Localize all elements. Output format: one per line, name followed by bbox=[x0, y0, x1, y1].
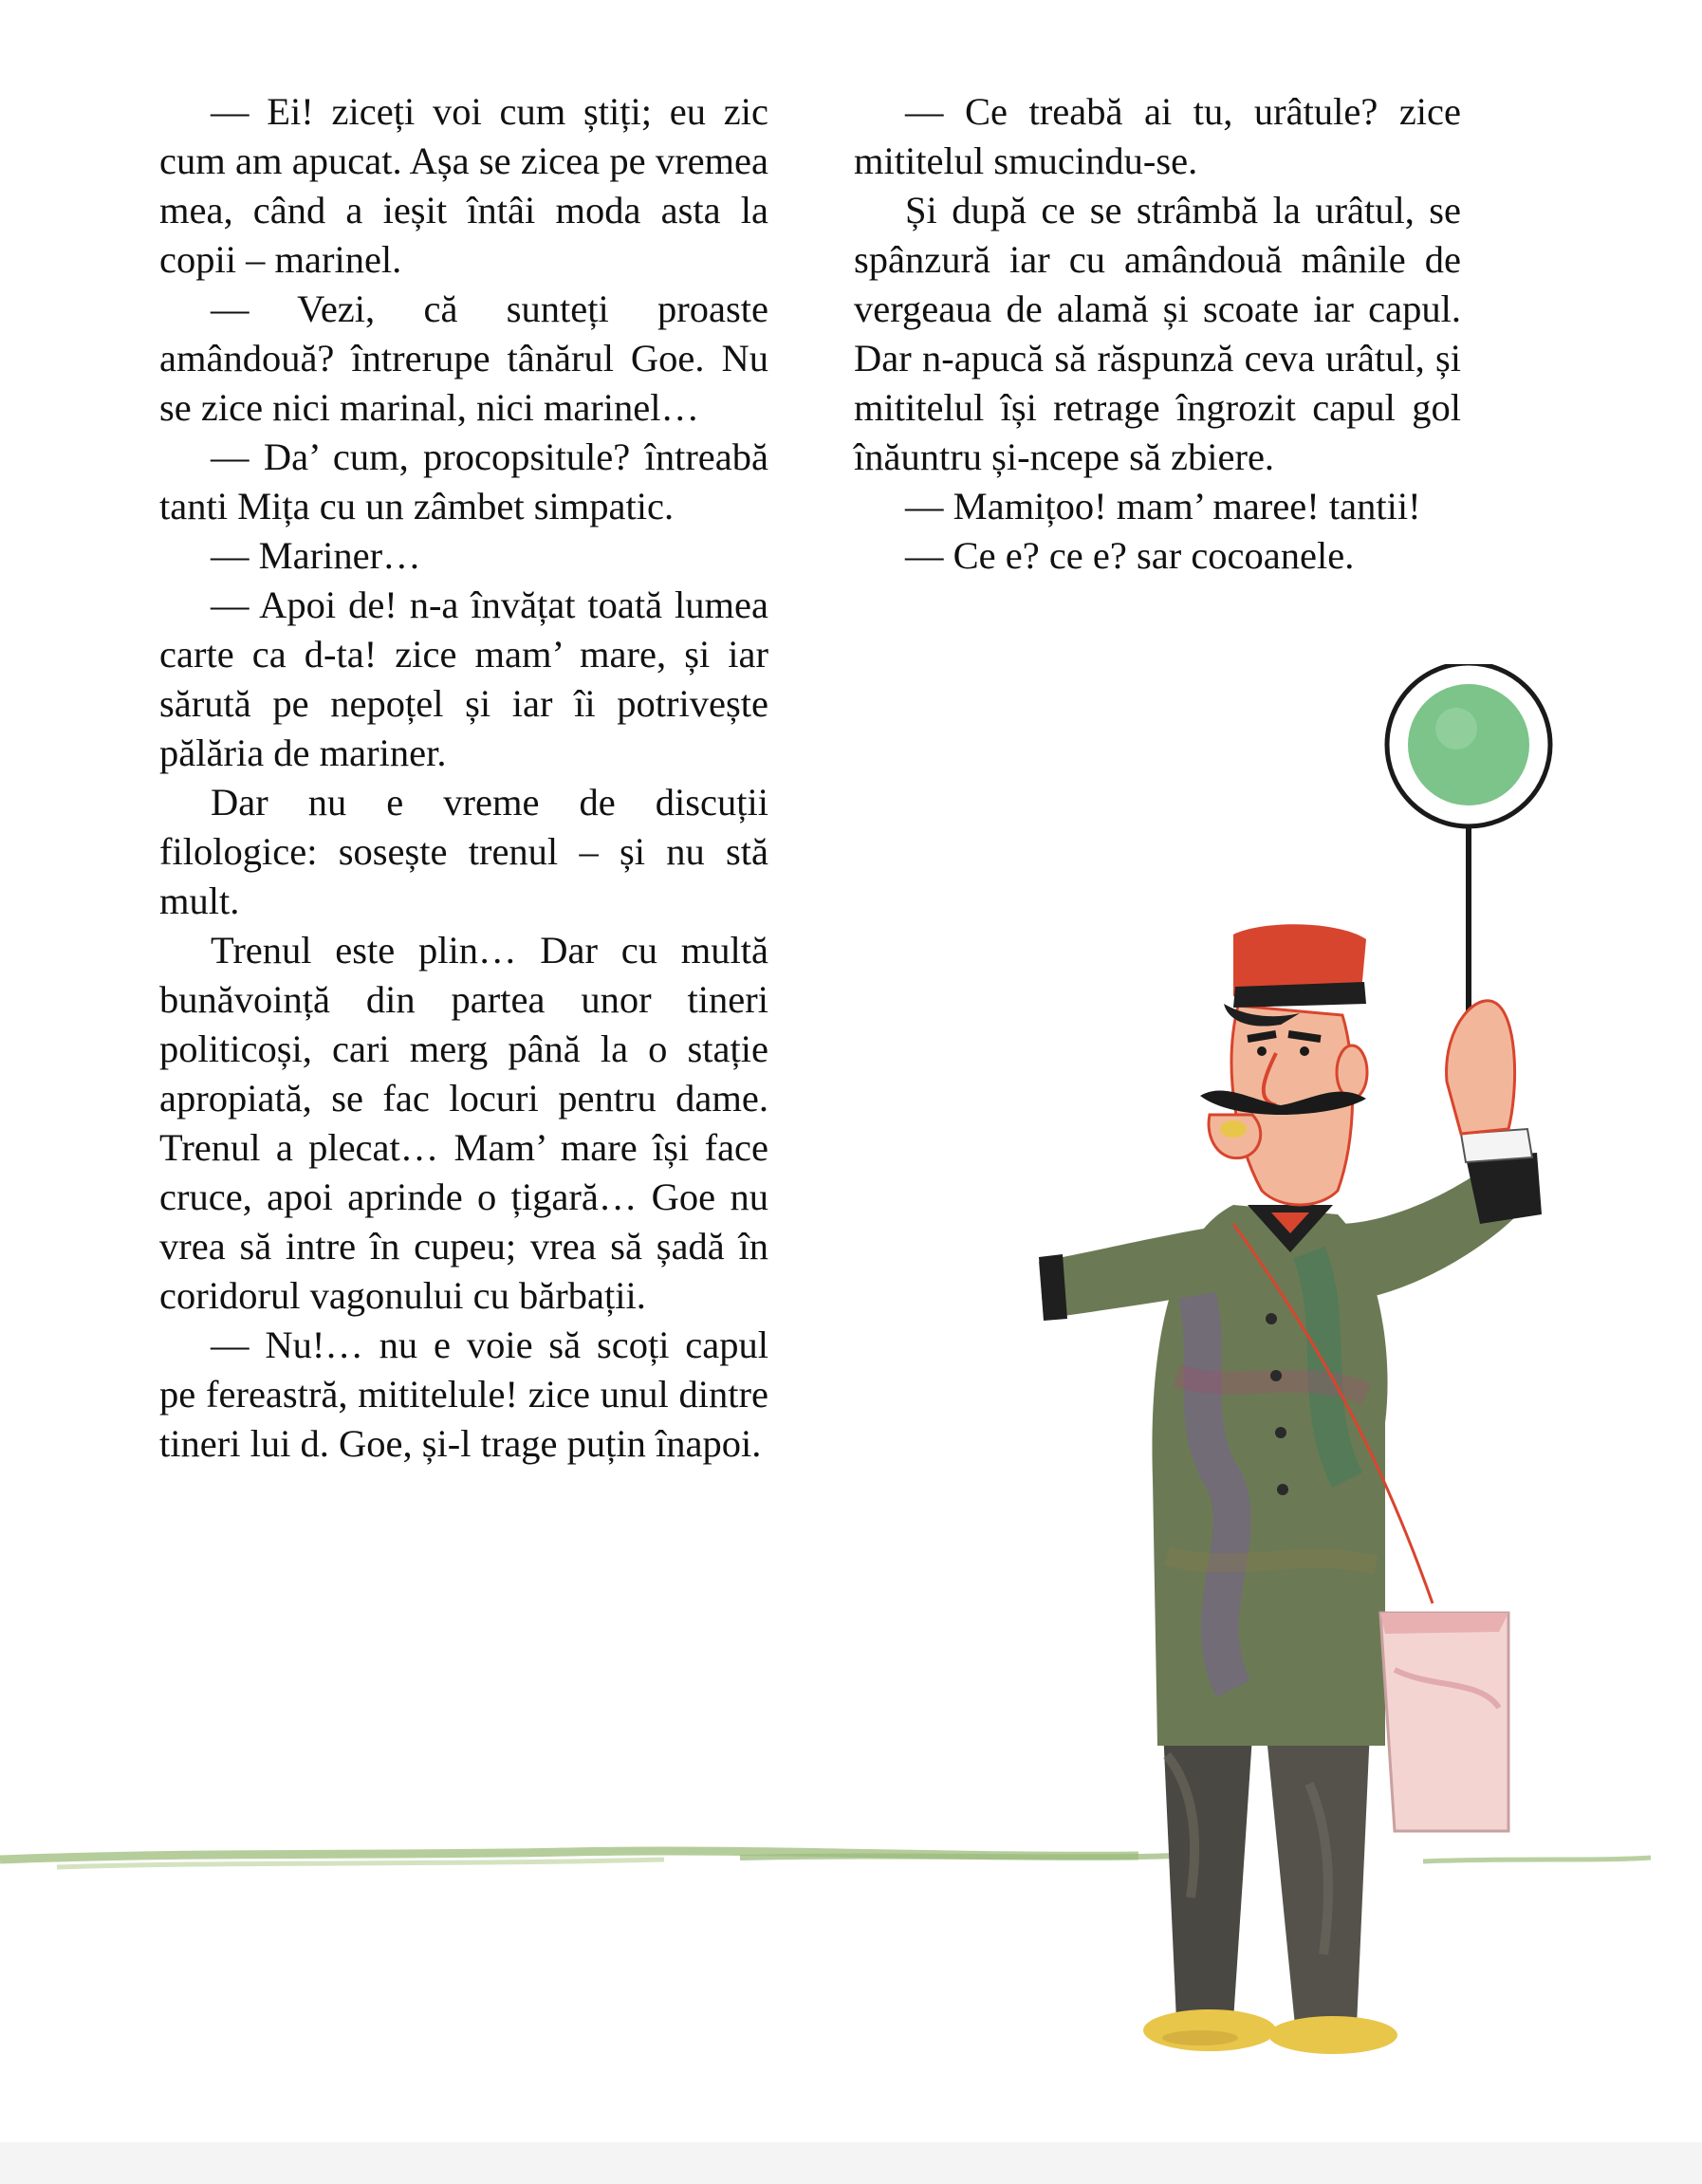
paragraph: — Da’ cum, procopsitule? întreabă tanti Mița cu un zâmbet simpatic. bbox=[159, 435, 768, 527]
conductor-head bbox=[1200, 1006, 1367, 1205]
paragraph: — Mamițoo! mam’ maree! tantii! bbox=[905, 485, 1421, 527]
whistle-hand bbox=[1209, 1115, 1261, 1158]
page-footer-strip bbox=[0, 2142, 1702, 2184]
paragraph: — Ei! ziceți voi cum știți; eu zic cum am apucat. Așa se zicea pe vremea mea, când a ieșit întâi moda asta la copii – marinel. bbox=[159, 90, 768, 281]
conductor-legs bbox=[1162, 1708, 1371, 2026]
conductor-illustration bbox=[0, 664, 1702, 2144]
paragraph: — Nu!… nu e voie să scoți capul pe fereastră, mititelule! zice unul dintre tineri lui d. Goe, și-l trage puțin înapoi. bbox=[159, 1323, 768, 1465]
paragraph: — Apoi de! n-a învățat toată lumea carte ca d-ta! zice mam’ mare, și iar sărută pe nepoțel și iar îi potrivește pălăria de mariner. bbox=[159, 583, 768, 774]
paragraph: Și după ce se strâmbă la urâtul, se spânzură iar cu amândouă mânile de vergeaua de alamă și scoate iar capul. Dar n-apucă să răspunză ceva urâtul, și mititelul își retrage îngrozit capul gol înăuntru și-ncepe să zbiere. bbox=[854, 189, 1461, 478]
paragraph: — Vezi, că sunteți proaste amândouă? întrerupe tânărul Goe. Nu se zice nici marinal, nici marinel… bbox=[159, 287, 768, 429]
conductor-shoes bbox=[1143, 2009, 1397, 2054]
right-text-column bbox=[854, 87, 1461, 581]
paragraph: — Ce e? ce e? sar cocoanele. bbox=[905, 534, 1355, 577]
conductor-right-arm bbox=[1338, 1001, 1542, 1300]
ground-line bbox=[0, 1851, 1651, 1867]
paragraph: — Ce treabă ai tu, urâtule? zice mititelul smucindu-se. bbox=[854, 90, 1461, 182]
paragraph: — Mariner… bbox=[211, 534, 421, 577]
paragraph: Trenul este plin… Dar cu multă bunăvoință din partea unor tineri politicoși, cari merg până la o stație apropiată, se fac locuri pentru dame. Trenul a plecat… Mam’ mare își face cruce, apoi aprinde o țigară… Goe nu vrea să intre în cupeu; vrea să șadă în coridorul vagonului cu bărbații. bbox=[159, 929, 768, 1317]
paragraph: Dar nu e vreme de discuții filologice: sosește trenul – și nu stă mult. bbox=[159, 781, 768, 922]
